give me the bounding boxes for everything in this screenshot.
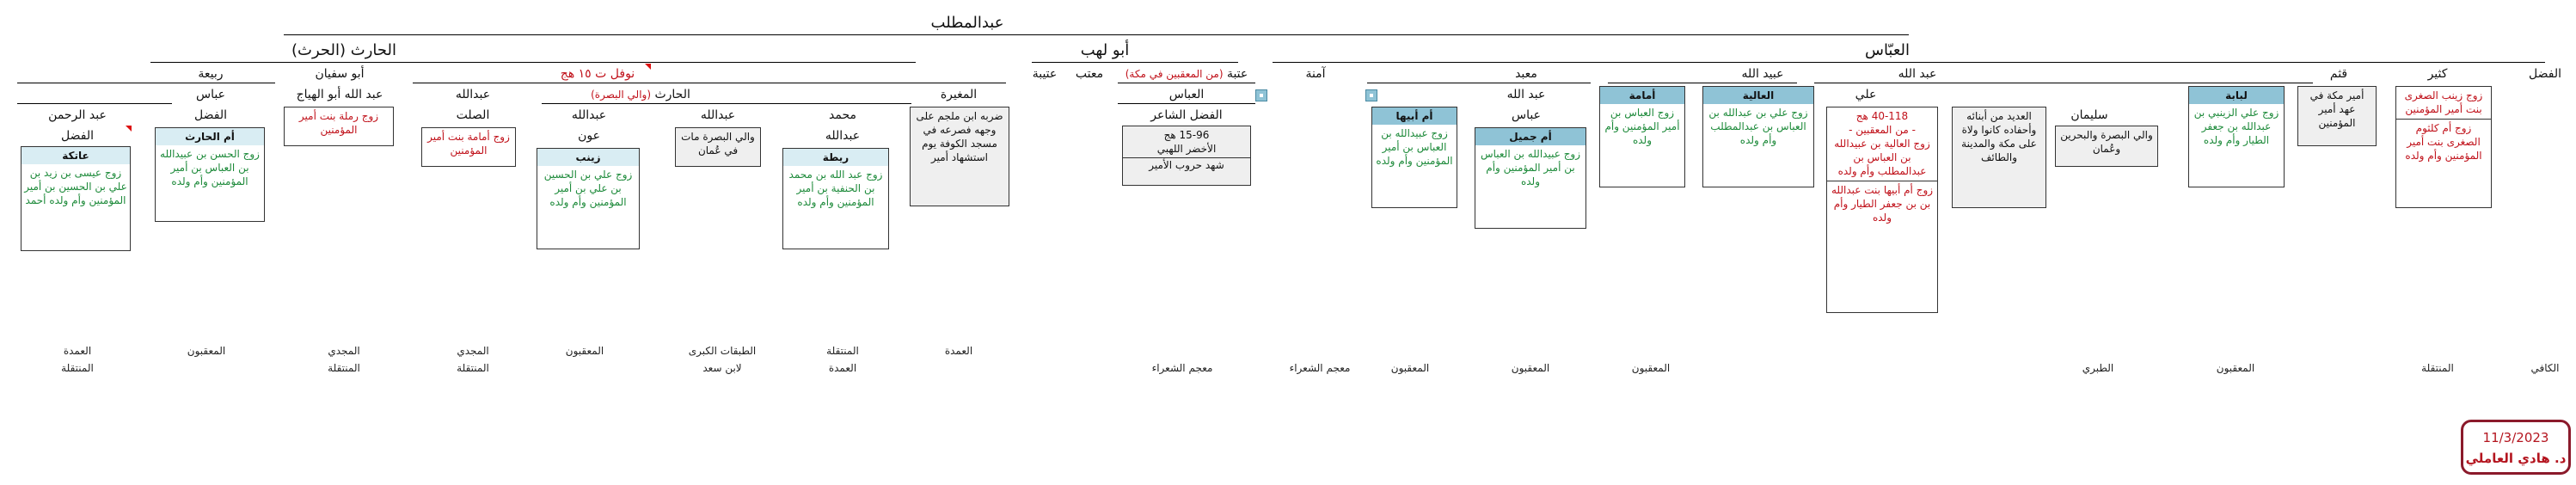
amama-head: أمامة [1600,87,1684,104]
ali-box [1826,107,1938,313]
ramla-body: زوج رملة بنت أمير المؤمنين [298,110,379,136]
lubaba-head: لبابة [2189,87,2284,104]
source-muntaqila-5: المنتقلة [61,362,94,374]
umm-abiha-box [1371,107,1457,208]
zaynab-box [537,148,640,249]
root-name: عبدالمطلب [930,14,1004,32]
rabia-name: ربيعة [198,67,224,81]
source-muaqqibun-6: المعقبون [187,345,226,357]
source-tabaqat: الطبقات الكبرى [688,345,757,357]
abbas-son-qutham: قثم [2329,67,2348,81]
sulayman-body: والي البصرة والبحرين وعُمان [2060,129,2153,155]
abu-sufyan-name: أبو سفيان [315,67,365,81]
abu-sufyan-son: عبد الله أبو الهياج [296,88,383,101]
rayta-box [782,148,889,249]
nawfal-son-abdullah: عبدالله [455,88,491,101]
abbas-sub-line [17,103,172,104]
source-muaqqibun-1: المعقبون [2216,362,2255,374]
source-tabari: الطبري [2082,362,2114,374]
gen1-abu-lahab: أبو لهب [1080,41,1130,59]
lubaba-box [2188,86,2285,187]
fadl2-marker [126,126,132,132]
mughira-box [910,107,1009,206]
fadl-poet-title: الأخضر اللهبي [1156,143,1217,155]
ali-dates: 40-118 هج [1855,110,1909,122]
amama-body: زوج العباس بن أمير المؤمنين وأم ولده [1604,107,1680,146]
rabia-son-abbas: عباس [196,88,225,101]
abbas-dau-amina: آمنة [1305,67,1326,81]
source-umda-1: العمدة [944,345,973,357]
kathir-body: زوج زينب الصغرى بنت أمير المؤمنين [2404,89,2483,115]
mabad-son-abbas: عباس [1512,108,1541,122]
many-body: العديد من أبنائه وأحفاده كانوا ولاة على مكة والمدينة والطائف [1961,110,2037,163]
harith-sub-line [542,103,911,104]
aliya-head: العالية [1703,87,1813,104]
source-muaqqibun-5: المعقبون [565,345,604,357]
fadl-poet-box [1122,126,1251,186]
harith-son-abdullah2: عبدالله [700,108,736,122]
aatika-box [21,146,131,251]
mughira-body: ضربه ابن ملجم على وجهه فصرعه في مسجد الكوفة يوم استشهاد أمير [916,110,1003,163]
source-muaqqibun-3: المعقبون [1511,362,1550,374]
umm-harith-box [155,127,265,222]
gen1-abbas: العبّاس [1864,41,1911,59]
source-poets-2: معجم الشعراء [1151,362,1213,374]
zaynab-body: زوج علي بن الحسين بن علي بن أمير المؤمنين وأم ولده [543,169,633,208]
umm-jamil-body: زوج عبيدالله بن العباس بن أمير المؤمنين وأم ولده [1480,148,1581,187]
many-box [1952,107,2046,208]
nawfal-son-harith [576,88,705,101]
qutham-body: أمير مكة في عهد أمير المؤمنين [2309,89,2364,129]
nawfal-son-mughira: المغيرة [940,88,978,101]
zaynab-head: زينب [537,149,639,166]
utba-note: (من المعقبين في مكة) [1125,68,1224,80]
umm-abiha-head: أم أبيها [1372,107,1457,125]
nawfal-name: نوفل ت ١٥ هج [560,67,635,81]
abbas-son-kathir: كثير [2427,67,2448,81]
basra-box [675,127,761,167]
harith-son-muhammad: محمد [829,108,856,122]
author-stamp [2461,420,2571,475]
umm-harith-body: زوج الحسن بن عبيدالله بن العباس بن أمير المؤمنين وأم ولده [160,148,260,187]
abdullah-son-sulayman: سليمان [2070,108,2108,122]
aliya-box [1702,86,1814,187]
harith-name: الحارث [654,88,690,101]
abbas-son-abdullah: عبد الله [1898,67,1937,81]
umm-harith-head: أم الحارث [156,128,264,145]
fadl2-name: الفضل [61,129,94,143]
ramla-box [284,107,394,146]
abbas-marker [1255,89,1267,101]
harith-son-abdullah: عبدالله [571,108,607,122]
ali-body: زوج العالية بن عبيدالله بن العباس بن عبدالمطلب وأم ولده [1834,138,1930,177]
muhammad-son-abdullah: عبدالله [825,129,861,143]
aliya-body: زوج علي بن عبدالله بن العباس بن عبدالمطلب وأم ولده [1708,107,1808,146]
salt-body: زوج أمامة بنت أمير المؤمنين [427,131,510,157]
abbas-son-ubaydullah: عبيد الله [1741,67,1784,81]
ali-note: - من المعقبين - [1849,124,1916,136]
source-poets-1: معجم الشعراء [1289,362,1351,374]
nawfal-note-marker [645,64,651,70]
umm-jamil-head: أم جميل [1475,128,1585,145]
kathir-box [2395,86,2492,208]
lubaba-body: زوج علي الزينبي بن عبدالله بن جعفر الطيار وأم ولده [2193,107,2279,146]
source-majdi-2: المجدي [328,345,360,357]
utba-son-abbas: العباس [1168,88,1205,101]
basra-body: والي البصرة مات في عُمان [681,131,755,157]
utba-name [1109,67,1264,81]
harith-note: (والي البصرة) [591,89,652,101]
source-umda-3: العمدة [63,345,92,357]
fadl-poet-name: الفضل الشاعر [1150,108,1223,122]
abdullah-son-ali: علي [1855,88,1877,101]
umm-jamil-box [1475,127,1586,229]
abd-rahman-name: عبد الرحمن [48,108,107,122]
amama-box [1599,86,1685,187]
utayba-name: عتيبة [1032,67,1058,81]
stamp-author: د. هادي العاملي [2465,451,2567,466]
kathir-body2: زوج أم كلثوم الصغرى بنت أمير المؤمنين وأم ولده [2405,122,2482,162]
abbas-son-fadl: الفضل [2529,67,2561,81]
source-umda-2: العمدة [828,362,857,374]
stamp-date: 11/3/2023 [2482,430,2549,445]
harith-line [150,62,916,63]
salt-name: الصلت [456,108,490,122]
fadl-poet-dates: 15-96 هج [1163,129,1210,141]
abbas-son-line [1118,103,1255,104]
source-muaqqibun-2: المعقبون [1631,362,1671,374]
aatika-head: عاتكة [21,147,130,164]
source-muntaqila-2: المنتقلة [826,345,859,357]
abbas-son-mabad: معبد [1515,67,1537,81]
source-ibn-saad: لابن سعد [702,362,742,374]
source-muaqqibun-4: المعقبون [1390,362,1430,374]
aatika-body: زوج عيسى بن زيد بن علي بن الحسين بن أمير المؤمنين وأم ولده أحمد [24,167,127,206]
rayta-body: زوج عبد الله بن محمد بن الحنفية بن أمير المؤمنين وأم ولده [788,169,883,208]
abbas-line [1273,62,2545,63]
awn-name: عون [578,129,600,143]
sulayman-box [2055,126,2158,167]
source-muntaqila: المنتقلة [2421,362,2454,374]
mabad-marker [1365,89,1377,101]
utba-label: عتبة [1226,67,1248,81]
muattib-name: معتب [1075,67,1104,81]
source-muntaqila-3: المنتقلة [457,362,489,374]
fadl-name: الفضل [194,108,227,122]
qutham-box [2297,86,2377,146]
abu-lahab-line [1032,62,1238,63]
fadl-poet-note: شهد حروب الأمير [1123,157,1250,172]
source-muntaqila-4: المنتقلة [328,362,360,374]
umm-abiha-body: زوج عبيدالله بن العباس بن أمير المؤمنين وأم ولده [1376,127,1453,167]
rayta-head: ريطة [783,149,888,166]
gen1-harith: الحارث (الحرث) [291,41,396,59]
source-kafi: الكافي [2530,362,2560,374]
ali-body2: زوج أم أبيها بنت عبدالله بن بن جعفر الطيار وأم ولده [1831,184,1934,224]
root-line [284,34,1909,35]
mabad-son-abdullah: عبد الله [1506,88,1546,101]
source-majdi-1: المجدي [457,345,489,357]
salt-box [421,127,516,167]
